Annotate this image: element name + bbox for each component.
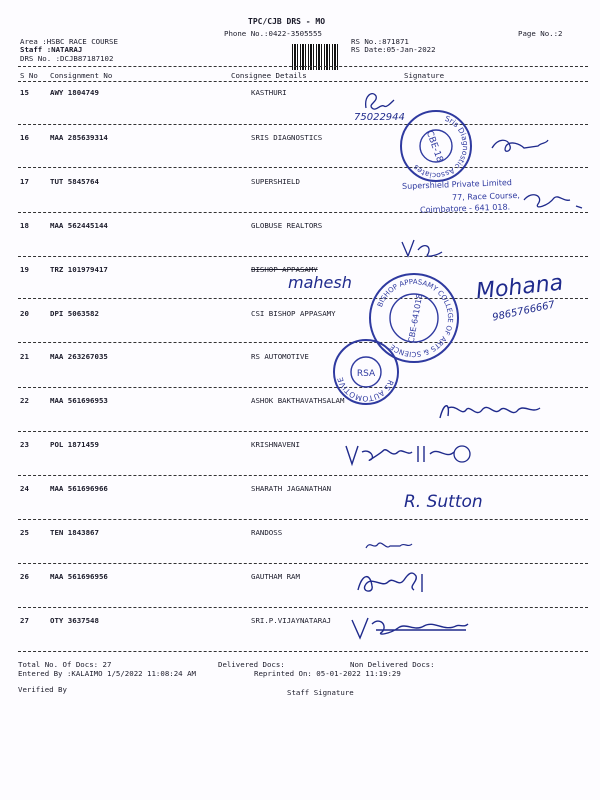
divider — [18, 81, 588, 82]
verified-by: Verified By — [18, 685, 67, 694]
row-consignment: MAA 285639314 — [50, 133, 108, 142]
row-sno: 17 — [20, 177, 29, 186]
area-label: Area :HSBC RACE COURSE — [20, 37, 118, 46]
row-sno: 18 — [20, 221, 29, 230]
row-consignment: OTY 3637548 — [50, 616, 99, 625]
signature-mohana: Mohana — [474, 270, 565, 305]
rs-date: RS Date:05-Jan-2022 — [351, 45, 436, 54]
row-consignment: TEN 1843867 — [50, 528, 99, 537]
signature-randoss — [364, 536, 420, 554]
row-divider — [18, 475, 588, 476]
stamp-supershield-line1: Supershield Private Limited — [401, 178, 513, 191]
row-sno: 22 — [20, 396, 29, 405]
total-docs: Total No. Of Docs: 27 — [18, 660, 112, 669]
svg-text:RS AUTOMOTIVE — [336, 376, 396, 403]
row-sno: 16 — [20, 133, 29, 142]
rs-number: RS No.:871871 — [351, 37, 409, 46]
row-consignment: POL 1871459 — [50, 440, 99, 449]
signature-sharath: R. Sutton — [404, 492, 483, 512]
row-sno: 21 — [20, 352, 29, 361]
row-consignee: KRISHNAVENI — [251, 440, 300, 449]
row-consignment: MAA 561696956 — [50, 572, 108, 581]
row-divider — [18, 167, 588, 168]
page-title: TPC/CJB DRS - MO — [248, 17, 326, 26]
row-consignee: SUPERSHIELD — [251, 177, 300, 186]
row-divider — [18, 651, 588, 652]
row-sno: 26 — [20, 572, 29, 581]
column-header-consignment: Consignment No — [50, 71, 113, 80]
row-consignment: MAA 562445144 — [50, 221, 108, 230]
staff-label: Staff :NATARAJ — [20, 45, 83, 54]
signature-krishnaveni — [340, 440, 480, 470]
row-consignee: BISHOP APPASAMY — [251, 265, 318, 274]
row-consignment: MAA 561696953 — [50, 396, 108, 405]
column-header-consignee: Consignee Details — [231, 71, 307, 80]
row-sno: 15 — [20, 88, 29, 97]
row-divider — [18, 607, 588, 608]
row-divider — [18, 519, 588, 520]
signature-ashok — [436, 396, 556, 426]
stamp-ring-text: Sris Diagnostic Associates — [411, 113, 471, 181]
row-consignment: TUT 5845764 — [50, 177, 99, 186]
row-divider — [18, 342, 588, 343]
column-header-sno: S No — [20, 71, 38, 80]
drs-number: DRS No. :DCJB87187102 — [20, 54, 114, 63]
row-consignee: GAUTHAM RAM — [251, 572, 300, 581]
row-divider — [18, 212, 588, 213]
row-consignee: RS AUTOMOTIVE — [251, 352, 309, 361]
row-consignee: SRI.P.VIJAYNATARAJ — [251, 616, 332, 625]
row-divider — [18, 431, 588, 432]
signature-gautham — [352, 566, 442, 600]
row-divider — [18, 563, 588, 564]
row-consignment: DPI 5063582 — [50, 309, 99, 318]
divider — [18, 66, 588, 67]
stamp-ring-text: BISHOP APPASAMY COLLEGE OF ARTS & SCIENCE — [376, 277, 455, 359]
row-sno: 25 — [20, 528, 29, 537]
stamp-supershield-line2: 77, Race Course, — [451, 190, 521, 203]
reprinted-on: Reprinted On: 05-01-2022 11:19:29 — [254, 669, 401, 678]
entered-by: Entered By :KALAIMO 1/5/2022 11:08:24 AM — [18, 669, 196, 678]
phone-number: Phone No.:0422-3505555 — [224, 29, 322, 38]
signature-sris — [488, 130, 558, 160]
row-divider — [18, 124, 588, 125]
signature-vijaynataraj — [348, 612, 474, 646]
row-consignee: SHARATH JAGANATHAN — [251, 484, 332, 493]
signature-mahesh: mahesh — [288, 273, 352, 292]
stamp-center-text: CBE-18 — [423, 129, 445, 164]
row-consignment: TRZ 101979417 — [50, 265, 108, 274]
row-consignee: RANDOSS — [251, 528, 283, 537]
stamp-sris-diagnostics — [396, 106, 476, 188]
stamp-supershield-line3: Coimbatore - 641 018. — [419, 202, 511, 215]
delivered-docs: Delivered Docs: — [218, 660, 285, 669]
non-delivered-docs: Non Delivered Docs: — [350, 660, 435, 669]
row-consignee: CSI BISHOP APPASAMY — [251, 309, 336, 318]
stamp-center-text: CBE-641018 — [406, 293, 425, 344]
row-divider — [18, 256, 588, 257]
page-number: Page No.:2 — [518, 29, 563, 38]
row-sno: 27 — [20, 616, 29, 625]
row-divider — [18, 387, 588, 388]
stamp-rs-automotive — [330, 336, 402, 408]
signature-number: 75022944 — [354, 112, 405, 123]
row-consignee: SRIS DIAGNOSTICS — [251, 133, 323, 142]
signature-phone: 9865766667 — [491, 299, 556, 324]
staff-signature-label: Staff Signature — [287, 688, 354, 697]
signature-supershield — [520, 186, 592, 216]
row-sno: 24 — [20, 484, 29, 493]
row-consignment: MAA 263267035 — [50, 352, 108, 361]
signature-row19-initials — [398, 236, 448, 262]
row-sno: 20 — [20, 309, 29, 318]
row-consignee: KASTHURI — [251, 88, 287, 97]
row-consignment: MAA 561696966 — [50, 484, 108, 493]
row-consignee: ASHOK BAKTHAVATHSALAM — [251, 396, 345, 405]
row-consignee: GLOBUSE REALTORS — [251, 221, 323, 230]
column-header-signature: Signature — [404, 71, 445, 80]
row-sno: 23 — [20, 440, 29, 449]
row-consignment: AWY 1804749 — [50, 88, 99, 97]
stamp-ring-text: RS AUTOMOTIVE — [335, 376, 396, 404]
stamp-center-text: RSA — [356, 369, 376, 379]
row-sno: 19 — [20, 265, 29, 274]
